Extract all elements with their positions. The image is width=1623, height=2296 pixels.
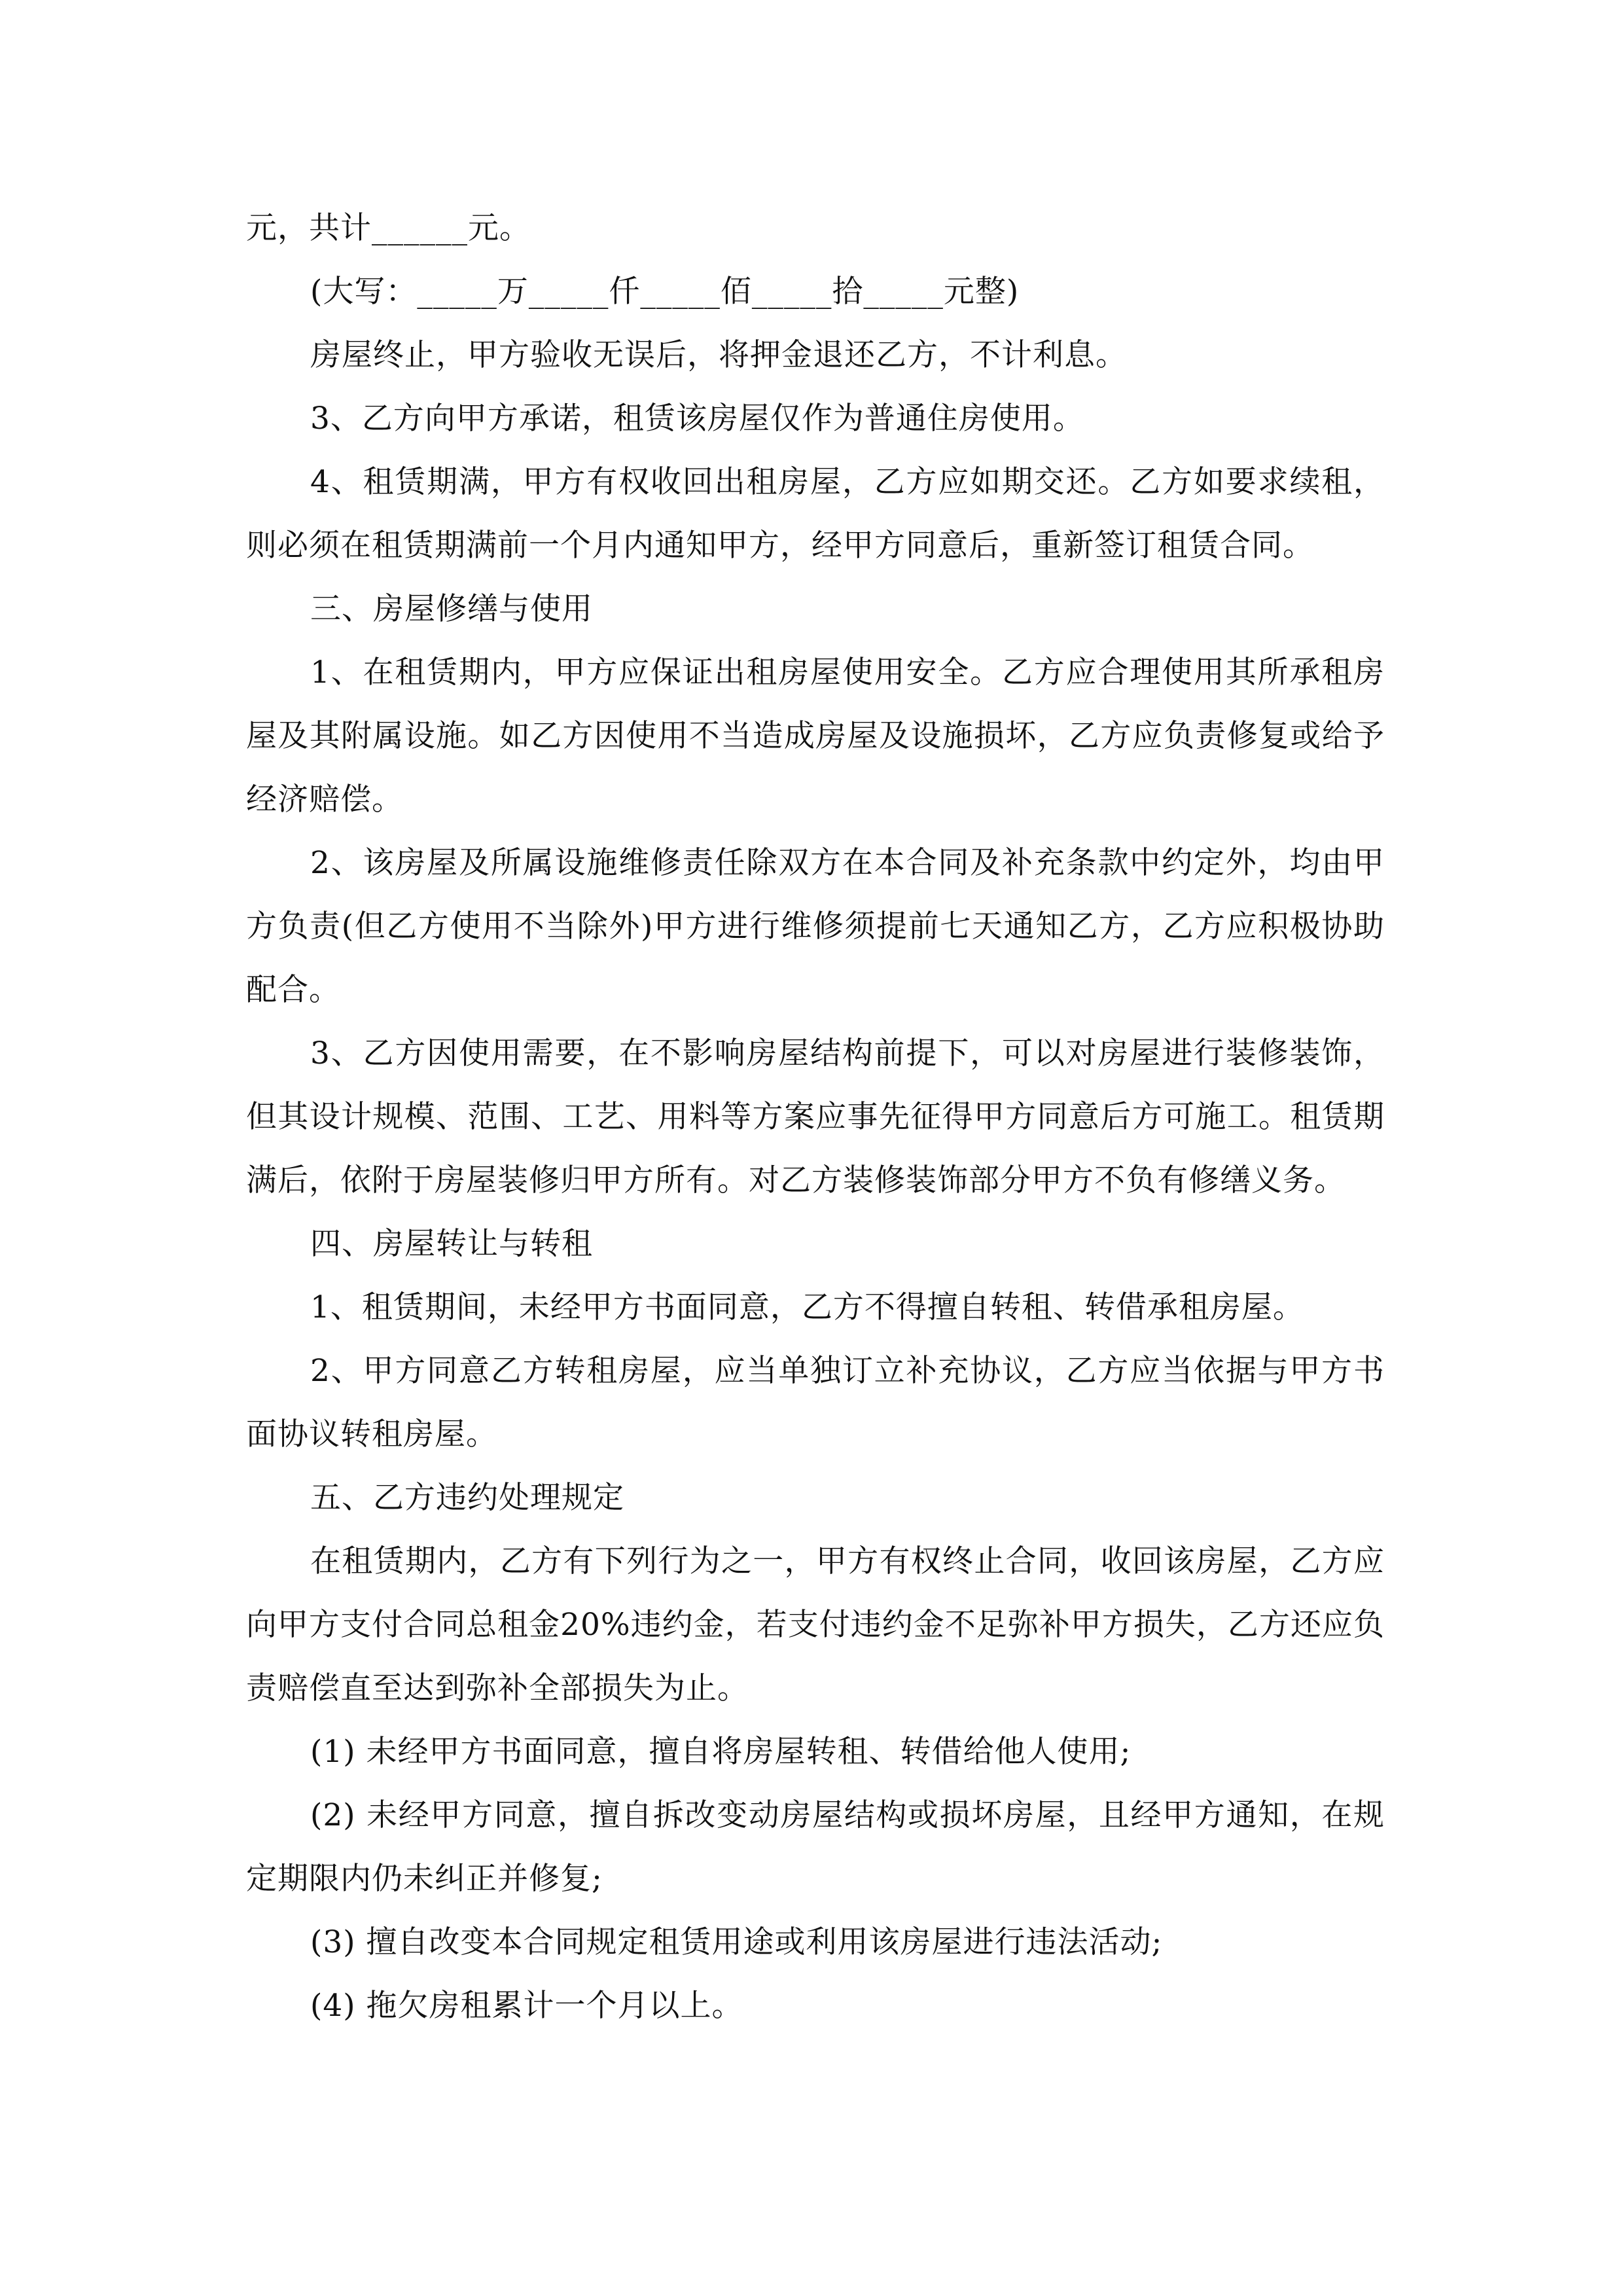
section-heading-5: 五、乙方违约处理规定 bbox=[310, 1480, 624, 1516]
section-heading-3: 三、房屋修缮与使用 bbox=[310, 591, 593, 627]
clause-5-item-1: (1) 未经甲方书面同意，擅自将房屋转租、转借给他人使用; bbox=[310, 1734, 1132, 1770]
clause-2-3: 3、乙方向甲方承诺，租赁该房屋仅作为普通住房使用。 bbox=[310, 401, 1084, 437]
clause-2-4: 4、租赁期满，甲方有权收回出租房屋，乙方应如期交还。乙方如要求续租，则必须在租赁期满前一个月内通知甲方，经甲方同意后，重新签订租赁合同。 bbox=[246, 464, 1385, 564]
clause-5-item-3: (3) 擅自改变本合同规定租赁用途或利用该房屋进行违法活动; bbox=[310, 1924, 1163, 1960]
clause-3-3: 3、乙方因使用需要，在不影响房屋结构前提下，可以对房屋进行装修装饰，但其设计规模、范围、工艺、用料等方案应事先征得甲方同意后方可施工。租赁期满后，依附于房屋装修归甲方所有。对乙方装修装饰部分甲方不负有修缮义务。 bbox=[246, 1035, 1385, 1198]
clause-3-2: 2、该房屋及所属设施维修责任除双方在本合同及补充条款中约定外，均由甲方负责(但乙方使用不当除外)甲方进行维修须提前七天通知乙方，乙方应积极协助配合。 bbox=[246, 845, 1385, 1008]
clause-4-1: 1、租赁期间，未经甲方书面同意，乙方不得擅自转租、转借承租房屋。 bbox=[310, 1289, 1304, 1325]
clause-4-2: 2、甲方同意乙方转租房屋，应当单独订立补充协议，乙方应当依据与甲方书面协议转租房屋。 bbox=[246, 1353, 1385, 1452]
clause-3-1: 1、在租赁期内，甲方应保证出租房屋使用安全。乙方应合理使用其所承租房屋及其附属设施。如乙方因使用不当造成房屋及设施损坏，乙方应负责修复或给予经济赔偿。 bbox=[246, 655, 1385, 817]
paragraph-amount-in-words: (大写：_____万_____仟_____佰_____拾_____元整) bbox=[310, 274, 1020, 310]
section-heading-4: 四、房屋转让与转租 bbox=[310, 1226, 593, 1262]
clause-5-item-2: (2) 未经甲方同意，擅自拆改变动房屋结构或损坏房屋，且经甲方通知，在规定期限内仍未纠正并修复; bbox=[246, 1797, 1385, 1897]
document-body bbox=[246, 196, 1385, 2037]
clause-5-intro: 在租赁期内，乙方有下列行为之一，甲方有权终止合同，收回该房屋，乙方应向甲方支付合同总租金20%违约金，若支付违约金不足弥补甲方损失，乙方还应负责赔偿直至达到弥补全部损失为止。 bbox=[246, 1543, 1385, 1706]
paragraph-total-amount: 元，共计______元。 bbox=[246, 210, 531, 246]
paragraph-deposit-return: 房屋终止，甲方验收无误后，将押金退还乙方，不计利息。 bbox=[310, 337, 1127, 373]
clause-5-item-4: (4) 拖欠房租累计一个月以上。 bbox=[310, 1988, 743, 2024]
